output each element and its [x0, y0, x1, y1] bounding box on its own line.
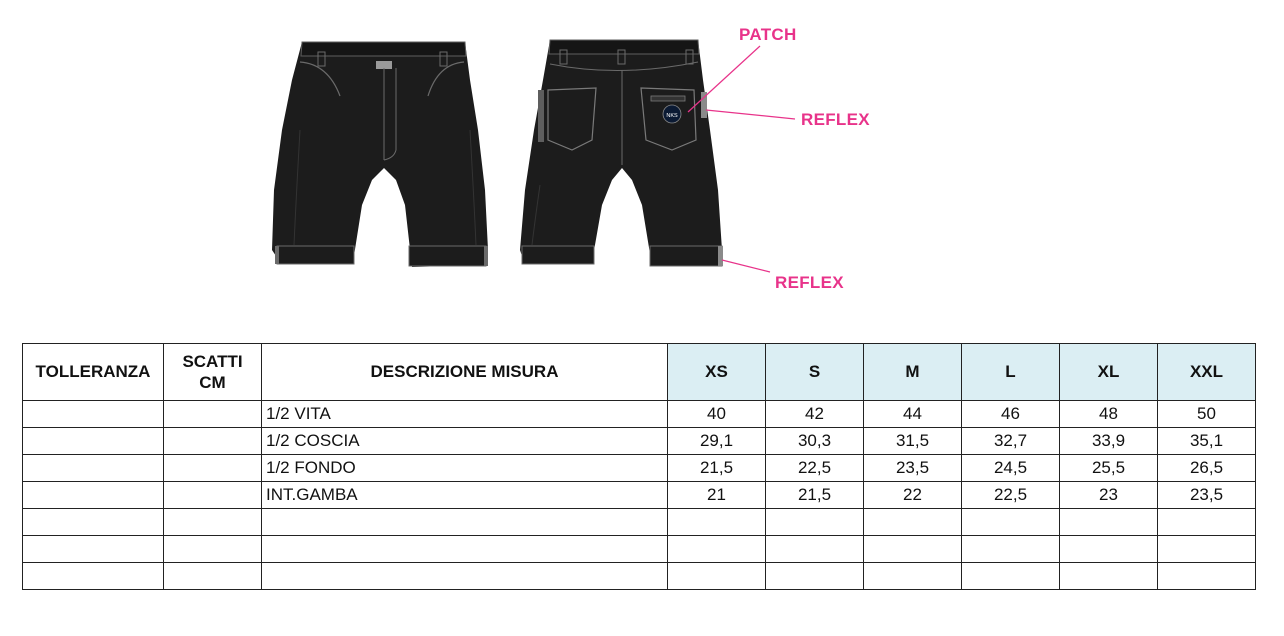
- measurement-value: 22,5: [962, 482, 1060, 509]
- scatti-cell: [164, 401, 262, 428]
- header-size-m: M: [864, 344, 962, 401]
- header-size-xl: XL: [1060, 344, 1158, 401]
- measurement-value: 23,5: [1158, 482, 1256, 509]
- header-size-xs: XS: [668, 344, 766, 401]
- callout-reflex-hem: REFLEX: [775, 273, 844, 292]
- tolerance-cell: [23, 509, 164, 536]
- reflex-hem-leader-line: [722, 260, 770, 272]
- measurement-value: [864, 509, 962, 536]
- table-row: [23, 455, 1256, 482]
- measurement-value: [864, 563, 962, 590]
- tolerance-cell: [23, 428, 164, 455]
- measurement-value: 32,7: [962, 428, 1060, 455]
- measurement-value: 29,1: [668, 428, 766, 455]
- measurement-label: INT.GAMBA: [262, 482, 668, 509]
- tolerance-cell: [23, 455, 164, 482]
- reflex-waist-leader-line: [706, 110, 795, 119]
- measurement-value: 21: [668, 482, 766, 509]
- measurement-value: [668, 563, 766, 590]
- tolerance-cell: [23, 563, 164, 590]
- measurement-value: [962, 536, 1060, 563]
- shorts-front-view: [272, 42, 488, 267]
- header-tolerance: TOLLERANZA: [23, 344, 164, 401]
- measurement-label: [262, 536, 668, 563]
- header-size-xxl: XXL: [1158, 344, 1256, 401]
- measurement-value: 44: [864, 401, 962, 428]
- measurement-value: 21,5: [668, 455, 766, 482]
- measurement-value: 23,5: [864, 455, 962, 482]
- measurement-value: 21,5: [766, 482, 864, 509]
- measurement-value: [766, 509, 864, 536]
- measurement-value: [962, 509, 1060, 536]
- measurement-value: [1060, 509, 1158, 536]
- tolerance-cell: [23, 536, 164, 563]
- header-size-s: S: [766, 344, 864, 401]
- measurement-value: 50: [1158, 401, 1256, 428]
- measurement-label: [262, 563, 668, 590]
- measurement-value: 24,5: [962, 455, 1060, 482]
- patch-badge-text: NKS: [666, 113, 678, 119]
- table-row: [23, 401, 1256, 428]
- measurement-value: [1060, 536, 1158, 563]
- measurement-value: [1158, 563, 1256, 590]
- scatti-cell: [164, 563, 262, 590]
- size-chart-table: [22, 343, 1256, 590]
- scatti-cell: [164, 455, 262, 482]
- measurement-value: [766, 563, 864, 590]
- shorts-back-view: [520, 40, 723, 266]
- scatti-cell: [164, 482, 262, 509]
- measurement-value: 30,3: [766, 428, 864, 455]
- measurement-value: 40: [668, 401, 766, 428]
- scatti-cell: [164, 509, 262, 536]
- measurement-label: 1/2 FONDO: [262, 455, 668, 482]
- measurement-label: [262, 509, 668, 536]
- measurement-value: [766, 536, 864, 563]
- header-size-l: L: [962, 344, 1060, 401]
- measurement-value: [1158, 536, 1256, 563]
- measurement-value: 33,9: [1060, 428, 1158, 455]
- table-row: [23, 428, 1256, 455]
- measurement-value: 42: [766, 401, 864, 428]
- table-row: [23, 509, 1256, 536]
- measurement-value: [864, 536, 962, 563]
- tolerance-cell: [23, 482, 164, 509]
- scatti-cell: [164, 428, 262, 455]
- callout-patch: PATCH: [739, 25, 797, 44]
- tolerance-cell: [23, 401, 164, 428]
- measurement-value: 25,5: [1060, 455, 1158, 482]
- header-scatti: SCATTI CM: [164, 344, 262, 401]
- table-row: [23, 536, 1256, 563]
- table-row: [23, 482, 1256, 509]
- measurement-value: 26,5: [1158, 455, 1256, 482]
- measurement-value: 48: [1060, 401, 1158, 428]
- header-description: DESCRIZIONE MISURA: [262, 344, 668, 401]
- measurement-value: [962, 563, 1060, 590]
- measurement-value: [668, 509, 766, 536]
- scatti-cell: [164, 536, 262, 563]
- measurement-value: 22,5: [766, 455, 864, 482]
- measurement-value: 31,5: [864, 428, 962, 455]
- measurement-value: 23: [1060, 482, 1158, 509]
- measurement-value: 35,1: [1158, 428, 1256, 455]
- table-row: [23, 563, 1256, 590]
- table-body: [23, 401, 1256, 590]
- measurement-value: 46: [962, 401, 1060, 428]
- measurement-value: [1158, 509, 1256, 536]
- measurement-value: [668, 536, 766, 563]
- callout-reflex-waist: REFLEX: [801, 110, 870, 129]
- measurement-label: 1/2 COSCIA: [262, 428, 668, 455]
- table-header-row: [23, 344, 1256, 401]
- measurement-value: 22: [864, 482, 962, 509]
- measurement-label: 1/2 VITA: [262, 401, 668, 428]
- shorts-illustration: [0, 0, 1284, 300]
- measurement-value: [1060, 563, 1158, 590]
